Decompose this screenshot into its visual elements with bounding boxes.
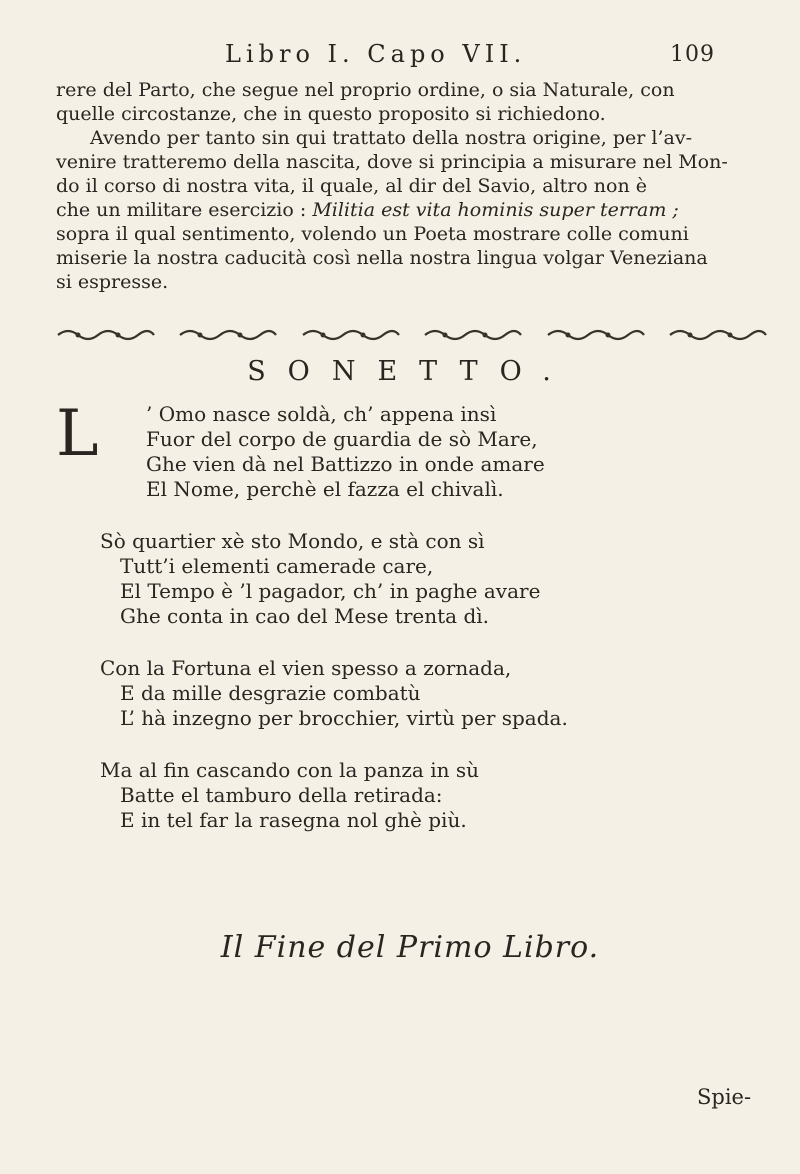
stanza-4 [56, 758, 768, 833]
prose-line: do il corso di nostra vita, il quale, al dir del Savio, altro non è [56, 175, 647, 197]
prose-line: sopra il qual sentimento, volendo un Poeta mostrare colle comuni [56, 223, 689, 245]
catchword: Spie- [697, 1085, 752, 1109]
prose-line: venire tratteremo della nascita, dove si principia a misurare nel Mon- [56, 151, 728, 173]
sonnet-title: SONETTO. [247, 356, 573, 387]
prose-line: miserie la nostra caducità così nella nostra lingua volgar Veneziana [56, 247, 708, 269]
verse-line: El Tempo è ’l pagador, ch’ in paghe avare [120, 579, 541, 603]
page-number: 109 [670, 42, 715, 67]
prose-line: si espresse. [56, 271, 169, 293]
verse-line: L’ hà inzegno per brocchier, virtù per spada. [120, 706, 568, 730]
verse-line: Con la Fortuna el vien spesso a zornada, [100, 656, 512, 680]
ornament-unit-icon [56, 327, 156, 343]
prose-line: quelle circostanze, che in questo proposito si richiedono. [56, 103, 606, 125]
prose-line: Avendo per tanto sin qui trattato della nostra origine, per l’av- [90, 127, 692, 149]
ornament-unit-icon [178, 327, 278, 343]
verse-line: El Nome, perchè el fazza el chivalì. [146, 477, 504, 501]
sonnet [56, 397, 768, 860]
decorative-border [56, 320, 768, 350]
ornament-unit-icon [423, 327, 523, 343]
verse-line: Fuor del corpo de guardia de sò Mare, [146, 427, 538, 451]
latin-quotation: Militia est vita hominis super terram ; [312, 199, 679, 221]
running-head [225, 40, 745, 68]
verse-line: Ghe conta in cao del Mese trenta dì. [120, 604, 490, 628]
chapter-heading: Libro I. Capo VII. [225, 40, 527, 68]
stanza-3 [56, 656, 768, 731]
ornament-unit-icon [301, 327, 401, 343]
verse-line: Sò quartier xè sto Mondo, e stà con sì [100, 529, 485, 553]
verse-line: Ghe vien dà nel Battizzo in onde amare [146, 452, 545, 476]
prose-line: rere del Parto, che segue nel proprio ordine, o sia Naturale, con [56, 79, 675, 101]
prose-line-with-quote [56, 198, 768, 222]
ornament-unit-icon [668, 327, 768, 343]
drop-cap: L [56, 397, 99, 471]
verse-line: E da mille desgrazie combatù [120, 681, 421, 705]
verse-line: E in tel far la rasegna nol ghè più. [120, 808, 467, 832]
ornament-unit-icon [546, 327, 646, 343]
prose-paragraph [56, 78, 768, 294]
verse-line: Ma al fin cascando con la panza in sù [100, 758, 479, 782]
stanza-1 [56, 397, 768, 502]
stanza-2 [56, 529, 768, 629]
verse-line: ’ Omo nasce soldà, ch’ appena insì [146, 402, 497, 426]
prose-text: che un militare esercizio : [56, 199, 307, 221]
verse-line: Tutt’i elementi camerade care, [120, 554, 434, 578]
verse-line: Batte el tamburo della retirada: [120, 783, 443, 807]
book-explicit: Il Fine del Primo Libro. [220, 930, 600, 965]
